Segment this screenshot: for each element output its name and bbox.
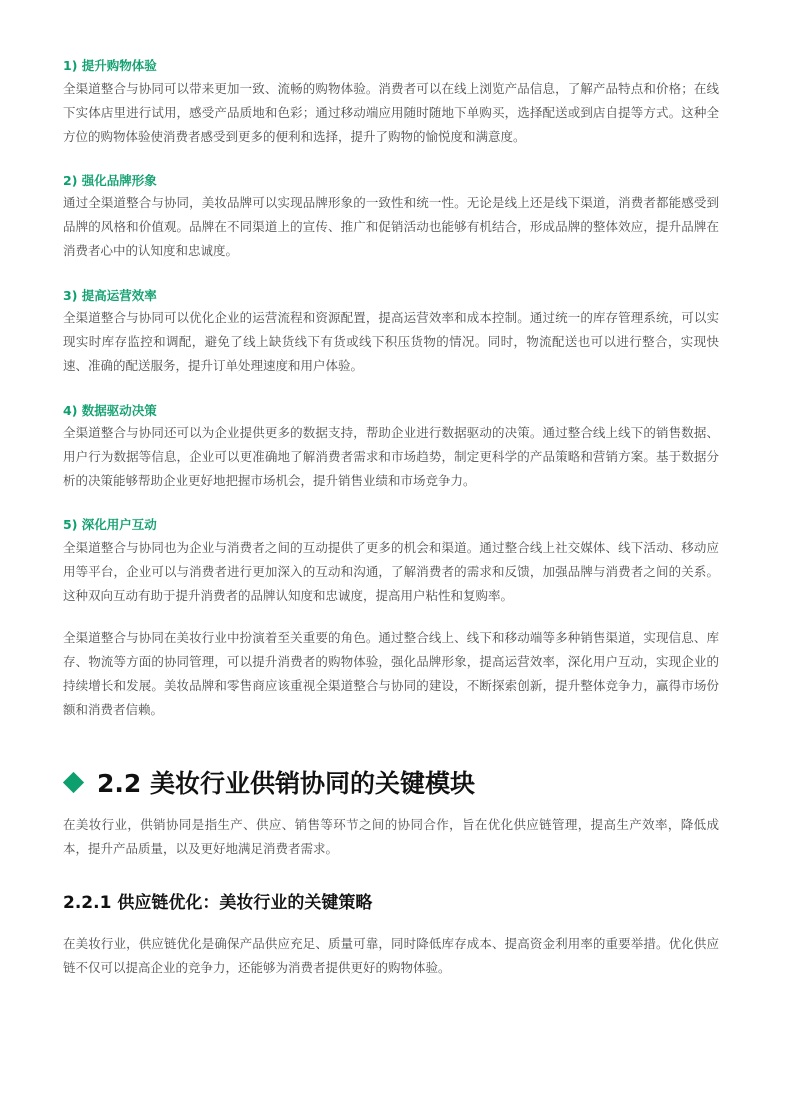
section-1-title: 1) 提升购物体验 bbox=[63, 58, 157, 73]
subchapter-title: 2.2.1 供应链优化：美妆行业的关键策略 bbox=[63, 893, 373, 913]
section-1-body: 全渠道整合与协同可以带来更加一致、流畅的购物体验。消费者可以在线上浏览产品信息，了解产品特点和价格；在线下实体店里进行试用，感受产品质地和色彩；通过移动端应用随时随地下单购买，选择配送或到店自提等方式。这种全方位的购物体验使消费者感受到更多的便利和选择，提升了购物的愉悦度和满意度。 bbox=[63, 81, 719, 144]
section-4-body: 全渠道整合与协同还可以为企业提供更多的数据支持，帮助企业进行数据驱动的决策。通过整合线上线下的销售数据、用户行为数据等信息，企业可以更准确地了解消费者需求和市场趋势，制定更科学的产品策略和营销方案。基于数据分析的决策能够帮助企业更好地把握市场机会，提升销售业绩和市场竞争力。 bbox=[63, 425, 719, 488]
summary-paragraph: 全渠道整合与协同在美妆行业中扮演着至关重要的角色。通过整合线上、线下和移动端等多种销售渠道，实现信息、库存、物流等方面的协同管理，可以提升消费者的购物体验，强化品牌形象，提高运营效率，深化用户互动，实现企业的持续增长和发展。美妆品牌和零售商应该重视全渠道整合与协同的建设，不断探索创新，提升整体竞争力，赢得市场份额和消费者信赖。 bbox=[63, 630, 719, 717]
section-2-title: 2) 强化品牌形象 bbox=[63, 173, 157, 188]
chapter-title: 2.2 美妆行业供销协同的关键模块 bbox=[97, 769, 475, 798]
chapter-intro: 在美妆行业，供销协同是指生产、供应、销售等环节之间的协同合作，旨在优化供应链管理，提高生产效率，降低成本，提升产品质量，以及更好地满足消费者需求。 bbox=[63, 817, 719, 856]
diamond-bullet-icon bbox=[63, 771, 84, 792]
section-5-title: 5) 深化用户互动 bbox=[63, 517, 157, 532]
section-3-body: 全渠道整合与协同可以优化企业的运营流程和资源配置，提高运营效率和成本控制。通过统一的库存管理系统，可以实现实时库存监控和调配，避免了线上缺货线下有货或线下积压货物的情况。同时，物流配送也可以进行整合，实现快速、准确的配送服务，提升订单处理速度和用户体验。 bbox=[63, 310, 719, 373]
section-3-title: 3) 提高运营效率 bbox=[63, 288, 157, 303]
section-2-body: 通过全渠道整合与协同，美妆品牌可以实现品牌形象的一致性和统一性。无论是线上还是线下渠道，消费者都能感受到品牌的风格和价值观。品牌在不同渠道上的宣传、推广和促销活动也能够有机结合，形成品牌的整体效应，提升品牌在消费者心中的认知度和忠诚度。 bbox=[63, 195, 719, 258]
chapter-heading bbox=[63, 760, 475, 804]
section-5-body: 全渠道整合与协同也为企业与消费者之间的互动提供了更多的机会和渠道。通过整合线上社交媒体、线下活动、移动应用等平台，企业可以与消费者进行更加深入的互动和沟通，了解消费者的需求和反馈，加强品牌与消费者之间的关系。这种双向互动有助于提升消费者的品牌认知度和忠诚度，提高用户粘性和复购率。 bbox=[63, 540, 719, 603]
subchapter-intro: 在美妆行业，供应链优化是确保产品供应充足、质量可靠，同时降低库存成本、提高资金利用率的重要举措。优化供应链不仅可以提高企业的竞争力，还能够为消费者提供更好的购物体验。 bbox=[63, 936, 719, 975]
section-4-title: 4) 数据驱动决策 bbox=[63, 403, 157, 418]
